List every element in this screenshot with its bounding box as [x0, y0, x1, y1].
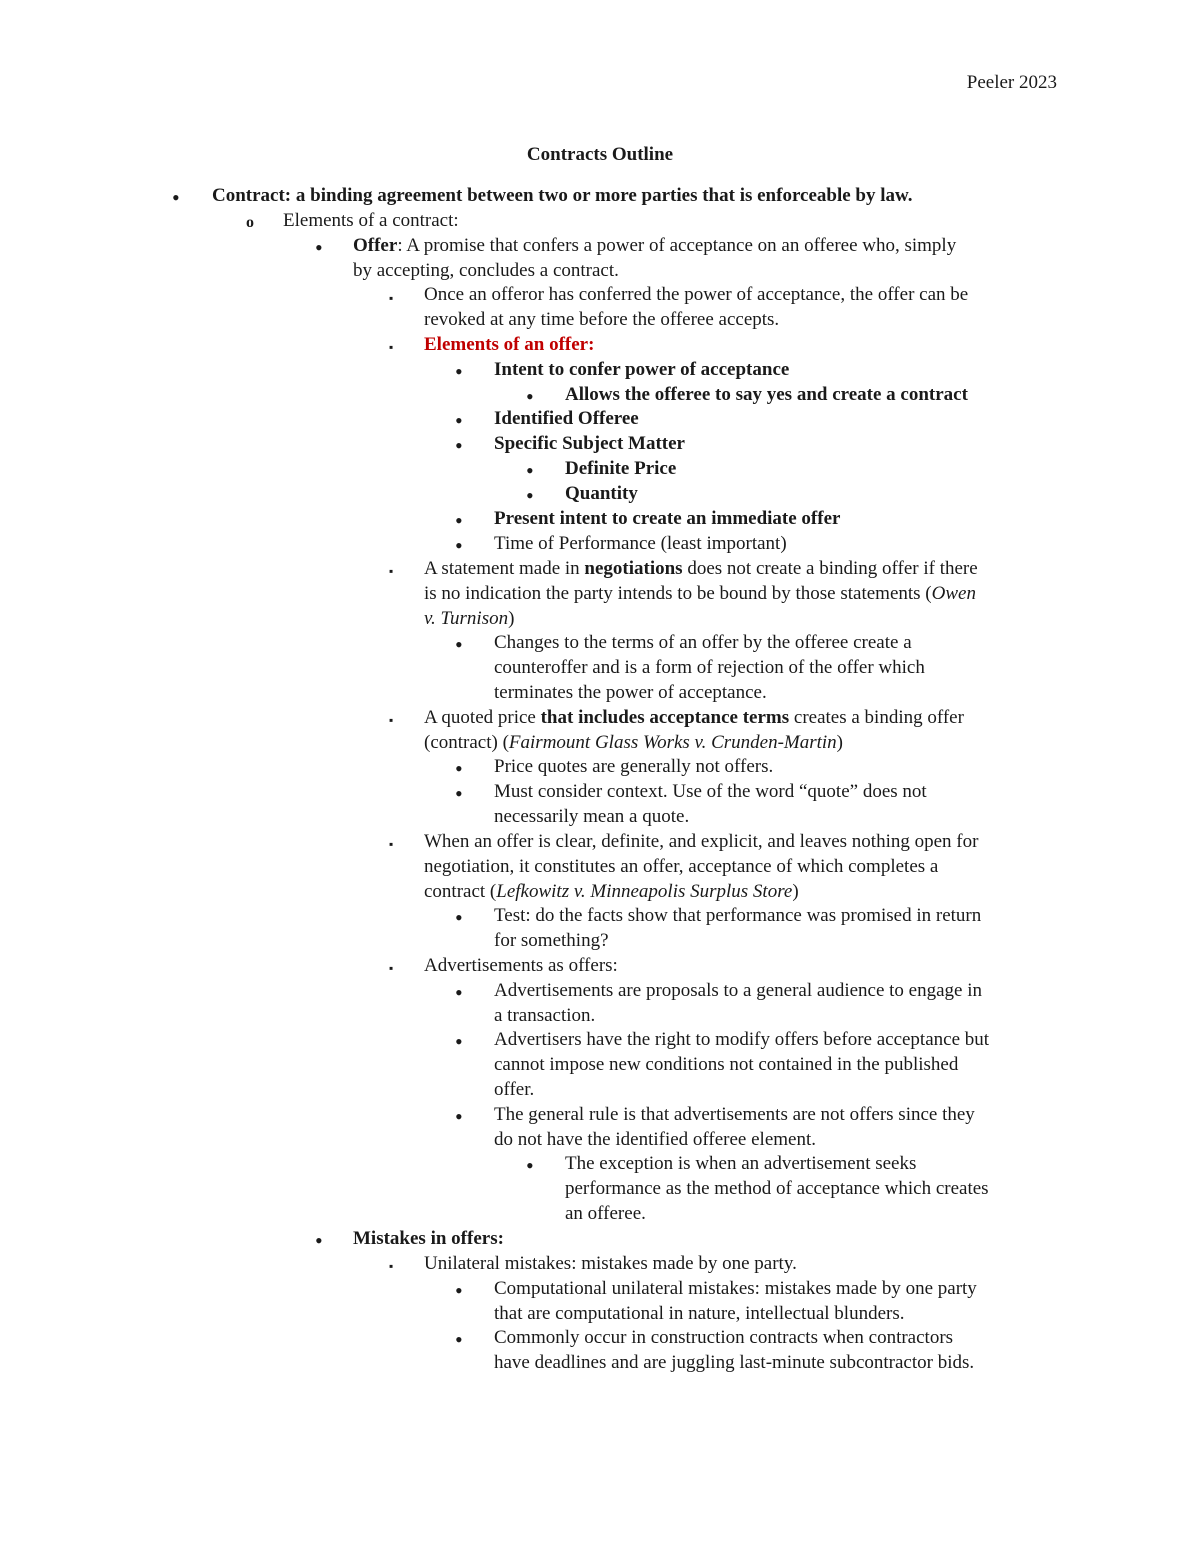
- ads-1: Advertisements are proposals to a general audience to engage in: [494, 980, 983, 1001]
- bullet-square-icon: ▪: [389, 291, 394, 305]
- test-text: Test: do the facts show that performance was promised in return: [494, 905, 982, 926]
- bullet-square-icon: ▪: [389, 564, 394, 578]
- ads-2-cont2: offer.: [494, 1079, 535, 1100]
- bullet-square-icon: ▪: [389, 961, 394, 975]
- ads-2: Advertisers have the right to modify offers before acceptance but: [494, 1029, 990, 1050]
- clear-offer-text: When an offer is clear, definite, and explicit, and leaves nothing open for: [424, 831, 979, 852]
- counteroffer-text-cont: counteroffer and is a form of rejection of the offer which: [494, 657, 925, 678]
- exception-text: The exception is when an advertisement seeks: [565, 1153, 917, 1174]
- quote-sub-2-cont: necessarily mean a quote.: [494, 806, 690, 827]
- exception-text-cont2: an offeree.: [565, 1203, 646, 1224]
- ads-2-cont: cannot impose new conditions not contained in the published: [494, 1054, 959, 1075]
- unilateral-mistakes: Unilateral mistakes: mistakes made by one party.: [424, 1253, 797, 1274]
- bullet-disc-icon: •: [455, 1029, 463, 1054]
- construction-mistakes-cont: have deadlines and are juggling last-minute subcontractor bids.: [494, 1352, 975, 1373]
- counteroffer-text-cont2: terminates the power of acceptance.: [494, 682, 767, 703]
- offer-definition: Offer: A promise that confers a power of acceptance on an offeree who, simply: [353, 235, 957, 256]
- bullet-disc-icon: •: [315, 1228, 323, 1253]
- bullet-square-icon: ▪: [389, 713, 394, 727]
- bullet-disc-icon: •: [455, 408, 463, 433]
- computational-mistakes-cont: that are computational in nature, intellectual blunders.: [494, 1303, 905, 1324]
- element-intent: Intent to confer power of acceptance: [494, 359, 790, 380]
- ads-heading: Advertisements as offers:: [424, 955, 618, 976]
- element-offeree: Identified Offeree: [494, 408, 639, 429]
- element-time: Time of Performance (least important): [494, 533, 787, 554]
- clear-offer-text-cont: negotiation, it constitutes an offer, acceptance of which completes a: [424, 856, 939, 877]
- mistakes-heading: Mistakes in offers:: [353, 1228, 504, 1249]
- negotiations-case: v. Turnison): [424, 608, 515, 629]
- offer-definition-cont: by accepting, concludes a contract.: [353, 260, 619, 281]
- document-title: Contracts Outline: [526, 144, 674, 165]
- bullet-disc-icon: •: [526, 384, 534, 409]
- revoke-text-cont: revoked at any time before the offeree accepts.: [424, 309, 780, 330]
- bullet-disc-icon: •: [526, 483, 534, 508]
- element-quantity: Quantity: [565, 483, 638, 504]
- element-subject: Specific Subject Matter: [494, 433, 685, 454]
- negotiations-text-cont: is no indication the party intends to be bound by those statements (Owen: [424, 583, 976, 604]
- construction-mistakes: Commonly occur in construction contracts when contractors: [494, 1327, 954, 1348]
- page-header: Peeler 2023: [966, 72, 1057, 93]
- revoke-text: Once an offeror has conferred the power of acceptance, the offer can be: [424, 284, 969, 305]
- bullet-disc-icon: •: [172, 185, 180, 210]
- bullet-square-icon: ▪: [389, 1259, 394, 1273]
- bullet-disc-icon: •: [455, 508, 463, 533]
- exception-text-cont: performance as the method of acceptance which creates: [565, 1178, 989, 1199]
- bullet-disc-icon: •: [526, 458, 534, 483]
- test-text-cont: for something?: [494, 930, 609, 951]
- element-present-intent: Present intent to create an immediate offer: [494, 508, 841, 529]
- bullet-disc-icon: •: [315, 235, 323, 260]
- quoted-price-text: A quoted price that includes acceptance terms creates a binding offer: [424, 707, 964, 728]
- bullet-disc-icon: •: [455, 359, 463, 384]
- element-intent-sub: Allows the offeree to say yes and create a contract: [565, 384, 968, 405]
- clear-offer-case: contract (Lefkowitz v. Minneapolis Surplus Store): [424, 881, 799, 902]
- bullet-disc-icon: •: [455, 905, 463, 930]
- ads-3-cont: do not have the identified offeree element.: [494, 1129, 816, 1150]
- quote-sub-1: Price quotes are generally not offers.: [494, 756, 774, 777]
- elements-of-offer-heading: Elements of an offer:: [424, 334, 595, 355]
- counteroffer-text: Changes to the terms of an offer by the offeree create a: [494, 632, 912, 653]
- quote-sub-2: Must consider context. Use of the word “quote” does not: [494, 781, 927, 802]
- quoted-price-case: (contract) (Fairmount Glass Works v. Crunden-Martin): [424, 732, 843, 753]
- bullet-disc-icon: •: [526, 1153, 534, 1178]
- ads-1-cont: a transaction.: [494, 1005, 596, 1026]
- bullet-disc-icon: •: [455, 433, 463, 458]
- bullet-circle-icon: o: [246, 214, 254, 231]
- bullet-disc-icon: •: [455, 533, 463, 558]
- bullet-disc-icon: •: [455, 980, 463, 1005]
- bullet-disc-icon: •: [455, 1104, 463, 1129]
- bullet-disc-icon: •: [455, 1327, 463, 1352]
- ads-3: The general rule is that advertisements are not offers since they: [494, 1104, 975, 1125]
- element-price: Definite Price: [565, 458, 677, 479]
- negotiations-text: A statement made in negotiations does not create a binding offer if there: [424, 558, 978, 579]
- elements-of-contract: Elements of a contract:: [283, 210, 459, 231]
- bullet-disc-icon: •: [455, 632, 463, 657]
- bullet-square-icon: ▪: [389, 837, 394, 851]
- contract-definition: Contract: a binding agreement between two or more parties that is enforceable by law.: [212, 185, 913, 206]
- bullet-disc-icon: •: [455, 1278, 463, 1303]
- computational-mistakes: Computational unilateral mistakes: mistakes made by one party: [494, 1278, 977, 1299]
- bullet-disc-icon: •: [455, 756, 463, 781]
- bullet-square-icon: ▪: [389, 340, 394, 354]
- bullet-disc-icon: •: [455, 781, 463, 806]
